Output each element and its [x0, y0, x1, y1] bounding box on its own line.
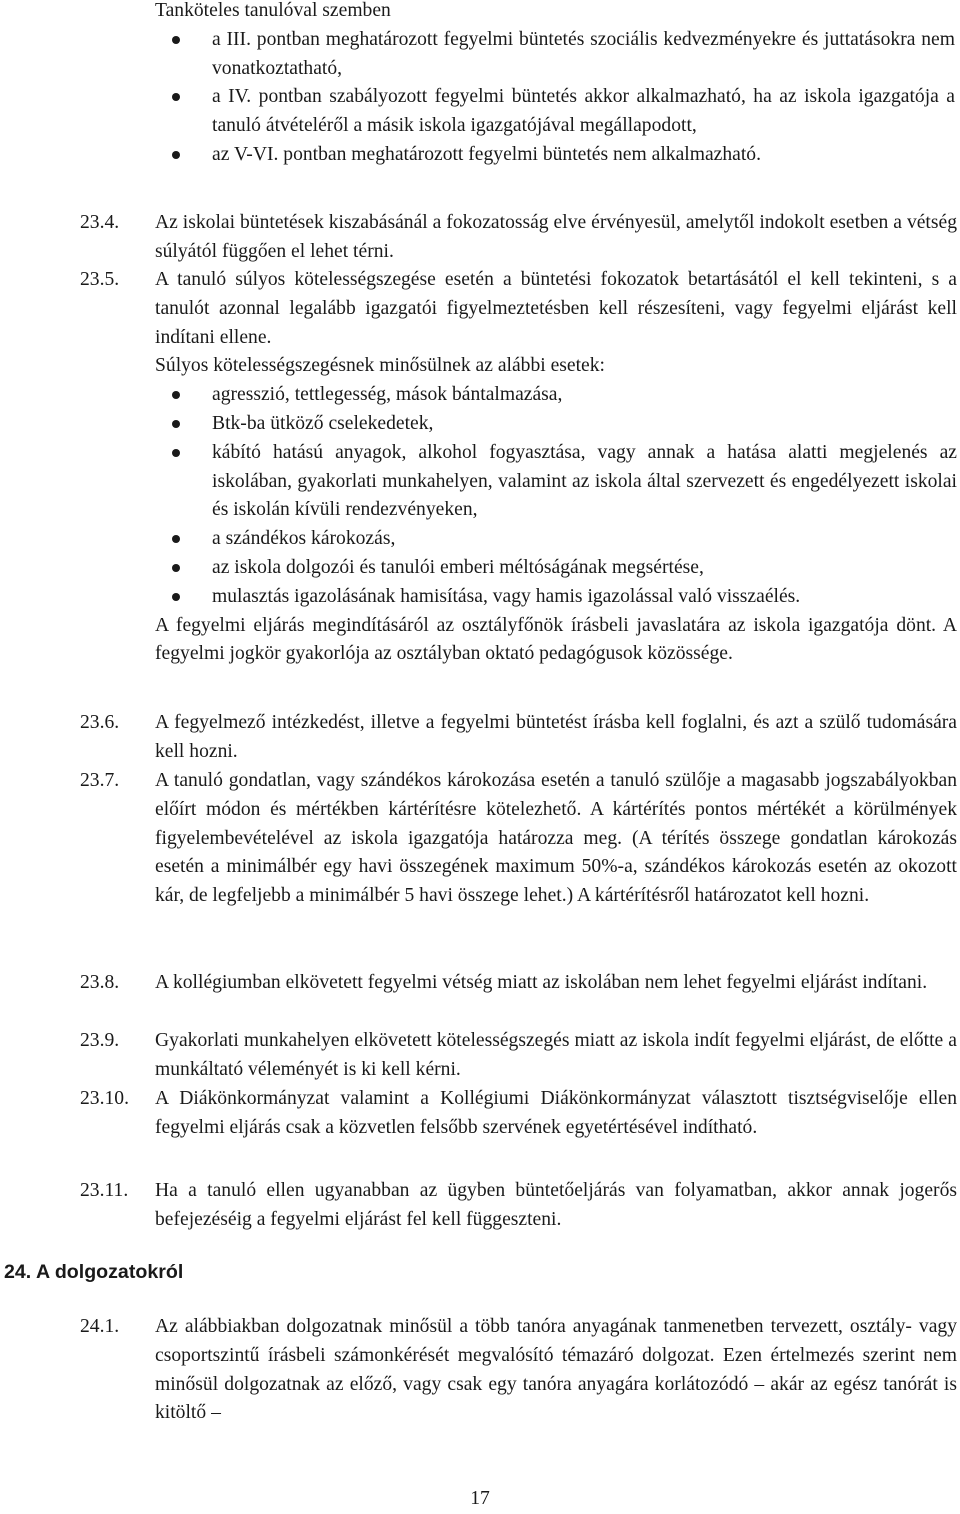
section-23-8: [80, 969, 957, 998]
section-23-6: [80, 709, 957, 767]
section-text: Az iskolai büntetések kiszabásánál a fokozatosság elve érvényesül, amelytől indokolt esetben a vétség súlyától függően el lehet térni.: [155, 212, 957, 262]
list-item: mulasztás igazolásának hamisítása, vagy hamis igazolással való visszaélés.: [155, 583, 957, 612]
section-text: Gyakorlati munkahelyen elkövetett kötelességszegés miatt az iskola indít fegyelmi eljárást, de előtte a munkáltató véleményét is ki kell kérni.: [155, 1030, 957, 1080]
offence-bullet-list: [155, 381, 957, 611]
list-item: az V-VI. pontban meghatározott fegyelmi büntetés nem alkalmazható.: [155, 141, 955, 170]
page-number: 17: [470, 1488, 490, 1509]
section-number: 23.7.: [80, 770, 120, 791]
section-text: A tanuló súlyos kötelességszegése esetén a büntetési fokozatok betartásától el kell tekinteni, s a tanulót azonnal legalább igazgatói figyelmeztetésben kell részesíteni, vagy fegyelmi eljárást kell indítani ellene.: [155, 269, 957, 348]
section-23-7: [80, 767, 957, 911]
list-item: a szándékos károkozás,: [155, 525, 957, 554]
intro-block: [155, 0, 955, 170]
section-text: A fegyelmező intézkedést, illetve a fegyelmi büntetést írásba kell foglalni, és azt a szülő tudomására kell hozni.: [155, 712, 957, 762]
section-text: A kollégiumban elkövetett fegyelmi vétség miatt az iskolában nem lehet fegyelmi eljárást indítani.: [155, 972, 928, 993]
section-23-9: [80, 1027, 957, 1085]
section-text: Az alábbiakban dolgozatnak minősül a több tanóra anyagának tanmenetben tervezett, osztály- vagy csoportszintű írásbeli számonkérését megvalósító témazáró dolgozat. Ezen értelmezés szerint nem minősül dolgozatnak az előző, vagy csak egy tanóra anyagára korlátozódó – akár az egész tanórát is kitöltő –: [155, 1316, 957, 1424]
section-23-5: [80, 266, 957, 669]
intro-bullet-list: [155, 26, 955, 170]
section-23-11: [80, 1177, 957, 1235]
section-number: 23.10.: [80, 1088, 129, 1109]
section-number: 23.8.: [80, 972, 120, 993]
section-number: 23.6.: [80, 712, 120, 733]
list-item: a III. pontban meghatározott fegyelmi büntetés szociális kedvezményekre és juttatásokra nem vonatkoztatható,: [155, 26, 955, 84]
section-number: 24.1.: [80, 1316, 120, 1337]
section-text: A Diákönkormányzat valamint a Kollégiumi Diákönkormányzat választott tisztségviselője ellen fegyelmi eljárás csak a közvetlen felsőbb szervének egyetértésével indítható.: [155, 1088, 957, 1138]
list-item: Btk-ba ütköző cselekedetek,: [155, 410, 957, 439]
section-number: 23.9.: [80, 1030, 120, 1051]
list-item: a IV. pontban szabályozott fegyelmi büntetés akkor alkalmazható, ha az iskola igazgatója a tanuló átvételéről a másik iskola igazgatójával megállapodott,: [155, 83, 955, 141]
section-number: 23.5.: [80, 269, 120, 290]
list-item: kábító hatású anyagok, alkohol fogyasztása, vagy annak a hatása alatti megjelenés az iskolában, gyakorlati munkahelyen, valamint az iskola által szervezett és engedélyezett iskolai és iskolán kívüli rendezvényeken,: [155, 439, 957, 525]
section-number: 23.11.: [80, 1180, 129, 1201]
section-closing: A fegyelmi eljárás megindításáról az osztályfőnök írásbeli javaslatára az iskola igazgatója dönt. A fegyelmi jogkör gyakorlója az osztályban oktató pedagógusok közössége.: [155, 614, 957, 665]
section-number: 23.4.: [80, 212, 120, 233]
list-item: az iskola dolgozói és tanulói emberi méltóságának megsértése,: [155, 554, 957, 583]
section-lead: Súlyos kötelességszegésnek minősülnek az alábbi esetek:: [155, 355, 605, 377]
intro-lead: Tanköteles tanulóval szemben: [155, 0, 391, 21]
section-23-10: [80, 1085, 957, 1143]
section-text: A tanuló gondatlan, vagy szándékos károkozása esetén a tanuló szülője a magasabb jogszabályokban előírt módon és mértékben kártérítésre kötelezhető. A kártérítés pontos mértékét a körülmények figyelembevételével az iskola igazgatója határozza meg. (A térítés összege gondatlan károkozás esetén a minimálbér egy havi összegének maximum 50%-a, szándékos károkozás esetén az okozott kár, de legfeljebb a minimálbér 5 havi összege lehet.) A kártérítésről határozatot kell hozni.: [155, 770, 957, 907]
section-23-4: [80, 209, 957, 267]
section-24-1: [80, 1313, 957, 1428]
section-heading-24: 24. A dolgozatokról: [4, 1261, 184, 1283]
list-item: agresszió, tettlegesség, mások bántalmazása,: [155, 381, 957, 410]
section-text: Ha a tanuló ellen ugyanabban az ügyben büntetőeljárás van folyamatban, akkor annak jogerős befejezéséig a fegyelmi eljárást fel kell függeszteni.: [155, 1180, 957, 1230]
